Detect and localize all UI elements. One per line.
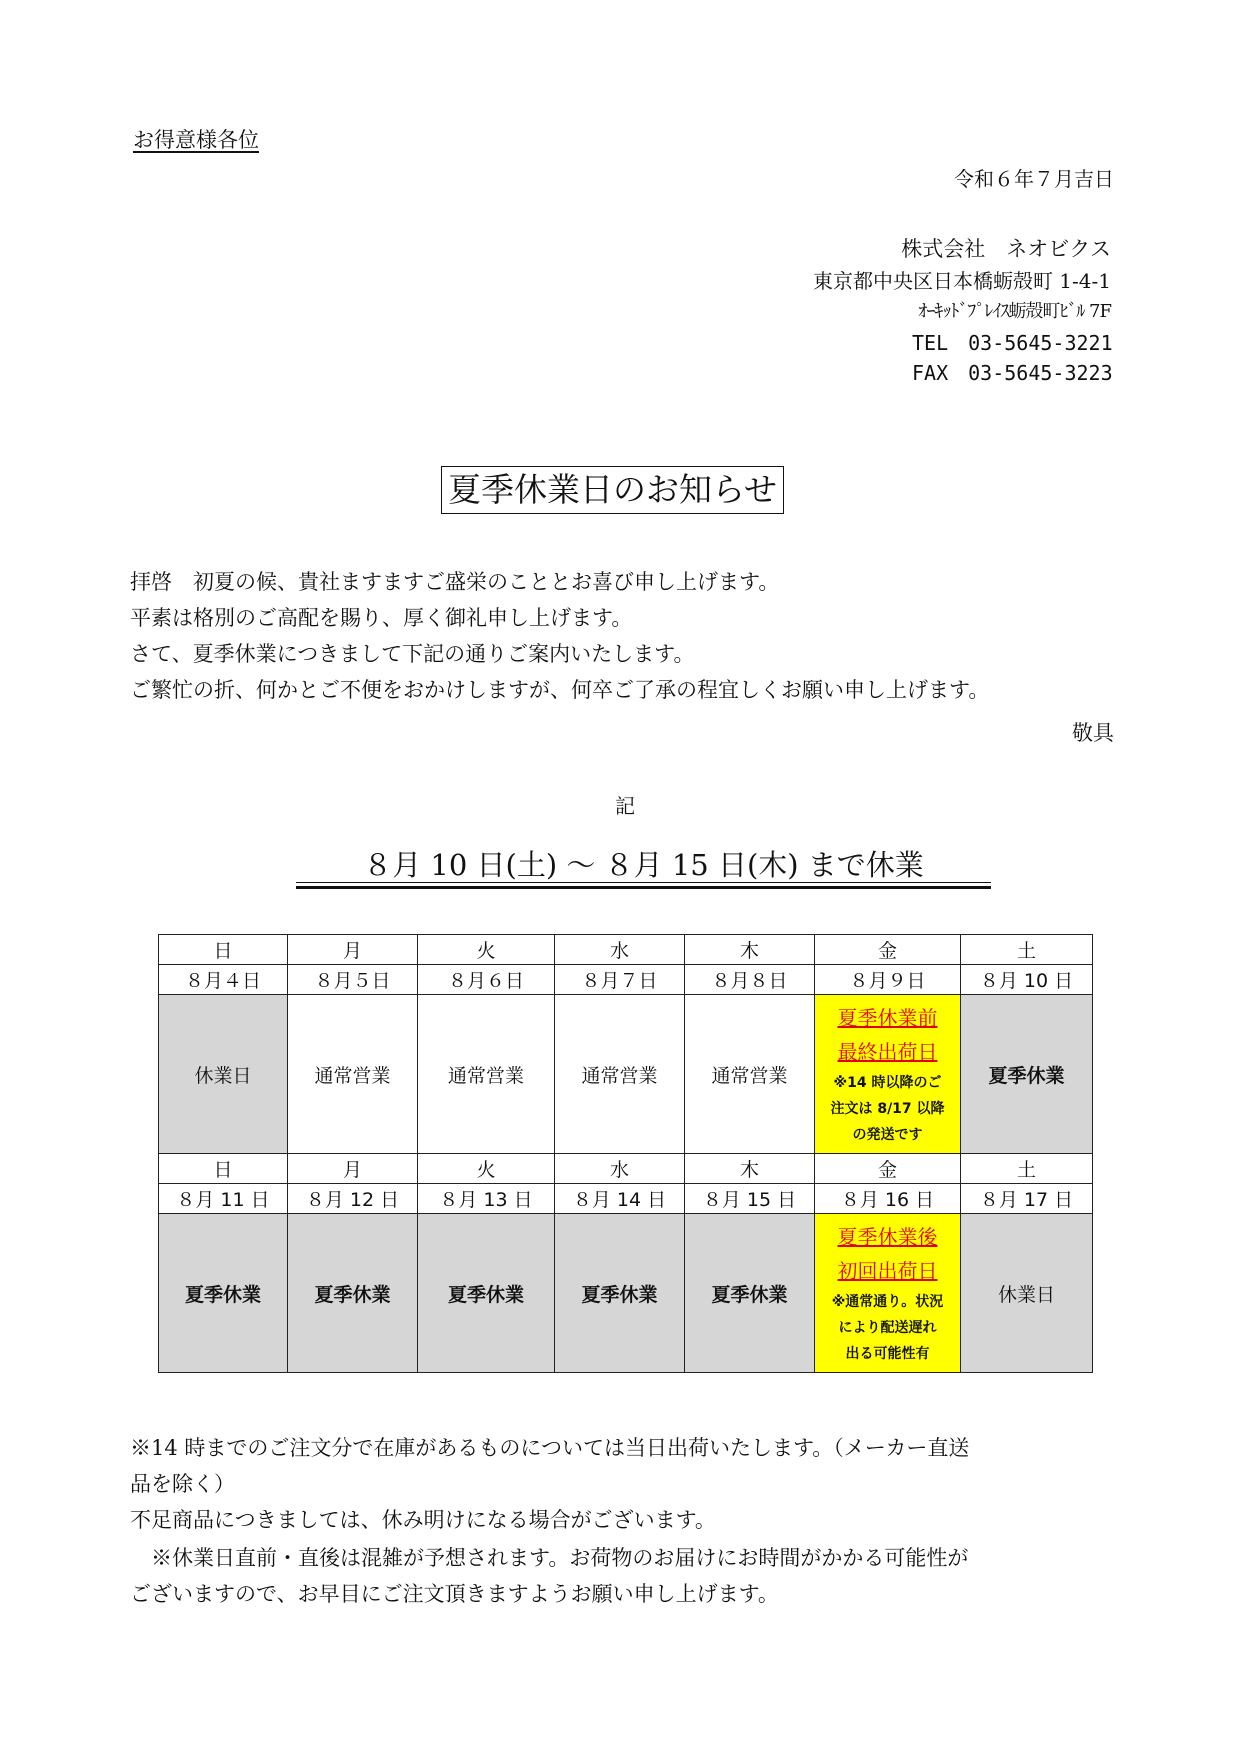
date-cell: ８月 14 日 [555,1184,685,1214]
status-open: 通常営業 [288,995,418,1154]
status-open: 通常営業 [418,995,555,1154]
date-cell: ８月 15 日 [685,1184,815,1214]
status-summer-holiday: 夏季休業 [685,1214,815,1373]
weekday-cell: 水 [555,1154,685,1184]
status-row [159,995,1093,1154]
special-note-3: 出る可能性有 [845,1346,930,1362]
special-label-1: 夏季休業後 [837,1225,938,1249]
date-cell: ８月 11 日 [159,1184,288,1214]
weekday-cell: 日 [159,1154,288,1184]
first-shipping-day [815,1214,961,1373]
status-open: 通常営業 [685,995,815,1154]
weekday-cell: 月 [288,935,418,965]
body-line-4: ご繁忙の折、何かとご不便をおかけしますが、何卒ご了承の程宜しくお願い申し上げます。 [130,678,990,702]
special-note-2: により配送遅れ [838,1320,937,1336]
holiday-calendar [158,934,1093,1373]
status-summer-holiday: 夏季休業 [418,1214,555,1373]
status-summer-holiday: 夏季休業 [288,1214,418,1373]
weekday-cell: 火 [418,1154,555,1184]
closure-period: ８月 10 日(土) ～ ８月 15 日(木) まで休業 [296,843,991,889]
footer-note-4: ※休業日直前・直後は混雑が予想されます。お荷物のお届けにお時間がかかる可能性が [130,1546,969,1570]
special-label-1: 夏季休業前 [837,1006,938,1030]
status-summer-holiday: 夏季休業 [159,1214,288,1373]
weekday-row [159,935,1093,965]
body-line-2: 平素は格別のご高配を賜り、厚く御礼申し上げます。 [130,606,633,630]
special-label-2: 初回出荷日 [837,1259,938,1283]
ki-heading: 記 [615,794,635,818]
weekday-cell: 金 [815,935,961,965]
weekday-cell: 土 [961,935,1093,965]
date-cell: ８月７日 [555,965,685,995]
date-cell: ８月４日 [159,965,288,995]
weekday-cell: 水 [555,935,685,965]
date-cell: ８月８日 [685,965,815,995]
company-fax: FAX 03-5645-3223 [912,361,1113,385]
weekday-cell: 火 [418,935,555,965]
company-name: 株式会社 ネオビクス [901,237,1111,261]
date-cell: ８月６日 [418,965,555,995]
weekday-cell: 日 [159,935,288,965]
special-label-2: 最終出荷日 [837,1040,938,1064]
footer-note-1: ※14 時までのご注文分で在庫があるものについては当日出荷いたします。（メーカー直送 [130,1436,970,1460]
footer-note-2: 品を除く） [130,1472,235,1496]
company-tel: TEL 03-5645-3221 [912,331,1113,355]
weekday-row [159,1154,1093,1184]
closing-keigu: 敬具 [1072,721,1114,745]
date-cell: ８月 17 日 [961,1184,1093,1214]
footer-note-5: ございますので、お早目にご注文頂きますようお願い申し上げます。 [130,1582,779,1606]
status-open: 通常営業 [555,995,685,1154]
notice-title: 夏季休業日のお知らせ [441,466,784,514]
date-cell: ８月５日 [288,965,418,995]
company-address: 東京都中央区日本橋蛎殻町 1-4-1 [812,269,1111,293]
weekday-cell: 土 [961,1154,1093,1184]
special-note-1: ※通常通り。状況 [831,1294,944,1310]
status-summer-holiday: 夏季休業 [555,1214,685,1373]
special-note-1: ※14 時以降のご [833,1075,942,1091]
addressee: お得意様各位 [133,128,259,152]
status-closed: 休業日 [159,995,288,1154]
special-note-3: の発送です [852,1127,923,1143]
date-cell: ８月 10 日 [961,965,1093,995]
issue-date: 令和６年７月吉日 [954,167,1114,191]
date-cell: ８月 12 日 [288,1184,418,1214]
date-cell: ８月 16 日 [815,1184,961,1214]
footer-note-3: 不足商品につきましては、休み明けになる場合がございます。 [130,1508,716,1532]
status-summer-holiday: 夏季休業 [961,995,1093,1154]
special-note-2: 注文は 8/17 以降 [830,1101,945,1117]
weekday-cell: 木 [685,935,815,965]
body-line-1: 拝啓 初夏の候、貴社ますますご盛栄のこととお喜び申し上げます。 [130,570,780,594]
status-row [159,1214,1093,1373]
date-cell: ８月 13 日 [418,1184,555,1214]
body-line-3: さて、夏季休業につきまして下記の通りご案内いたします。 [130,642,695,666]
weekday-cell: 月 [288,1154,418,1184]
weekday-cell: 木 [685,1154,815,1184]
date-row [159,965,1093,995]
company-building: ｵｰｷｯﾄﾞﾌﾟﾚｲｽ蛎殻町ﾋﾞﾙ 7F [918,301,1111,322]
status-closed: 休業日 [961,1214,1093,1373]
weekday-cell: 金 [815,1154,961,1184]
last-shipping-day [815,995,961,1154]
date-row [159,1184,1093,1214]
date-cell: ８月９日 [815,965,961,995]
period-underline [296,882,991,883]
